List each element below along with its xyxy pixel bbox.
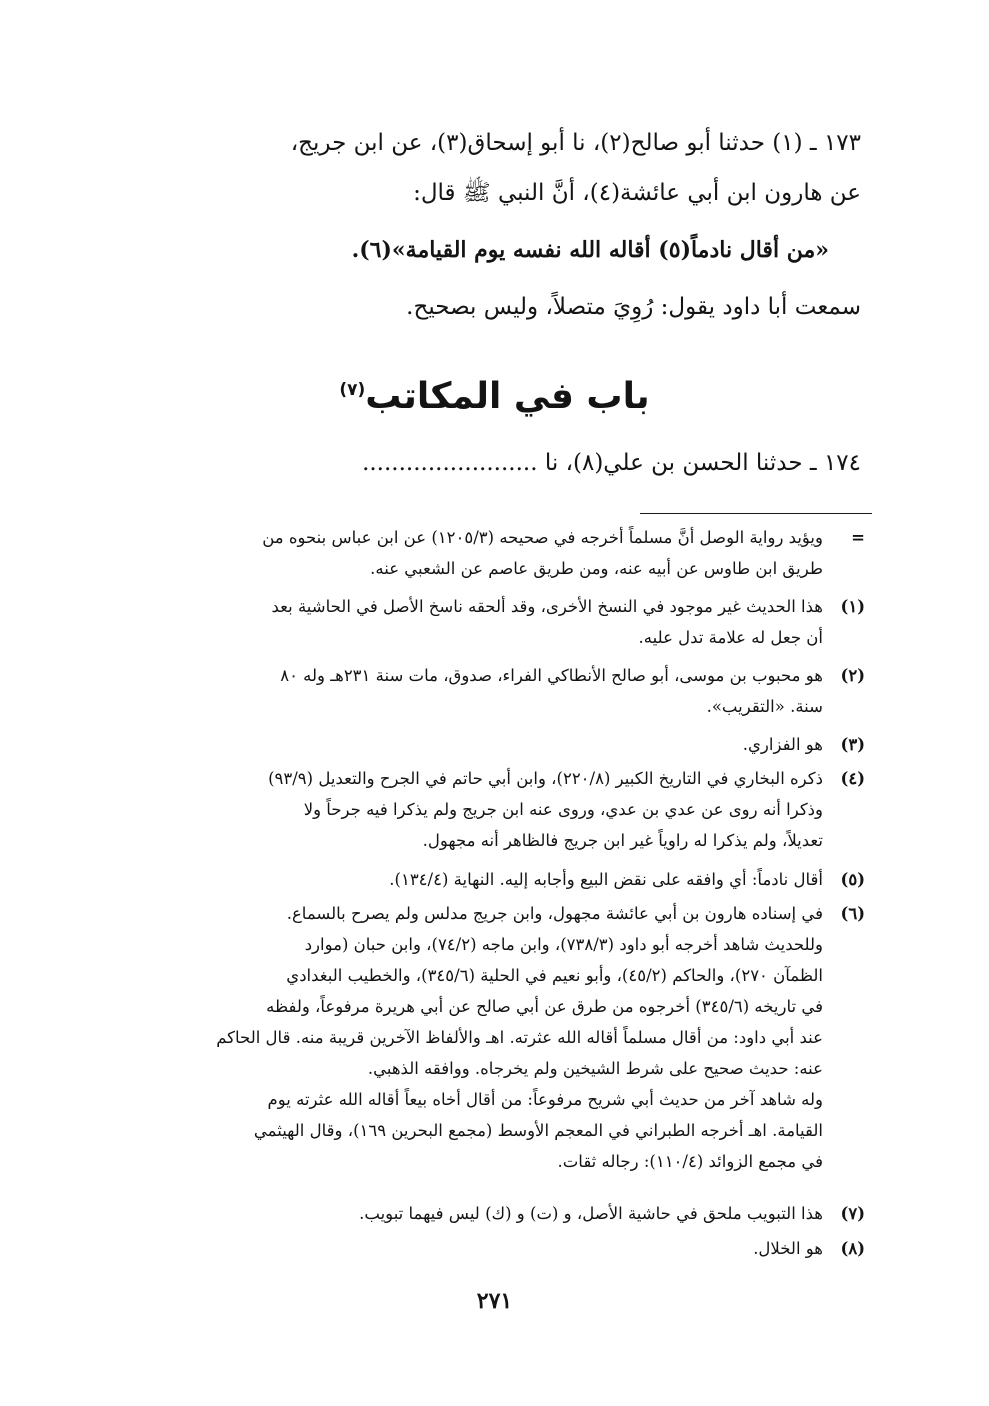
footnote-text [113,522,823,584]
footnote-text [113,1233,823,1264]
footnote-line: في تاريخه (٣٤٥/٦) أخرجوه من طرق عن أبي صالح عن أبي هريرة مرفوعاً، ولفظه [266,997,823,1016]
footnote-text [113,729,823,760]
footnote-line: وله شاهد آخر من حديث أبي شريح مرفوعاً: من أقال أخاه بيعاً أقاله الله عثرته يوم [267,1090,823,1109]
footnote-line: عند أبي داود: من أقال مسلماً أقاله الله عثرته. اهـ والألفاظ الآخرين قريبة منه. قال الحاكم [216,1028,823,1047]
hadith-173-line-2: عن هارون ابن أبي عائشة(٤)، أنَّ النبي ﷺ قال: [413,180,861,206]
hadith-173-line-1: ١٧٣ ـ (١) حدثنا أبو صالح(٢)، نا أبو إسحاق(٣)، عن ابن جريج، [290,130,861,156]
footnote-marker: (٨) [840,1239,865,1258]
footnote-line: الظمآن ٢٧٠)، والحاكم (٤٥/٢)، وأبو نعيم في الحلية (٣٤٥/٦)، والخطيب البغدادي [286,966,823,985]
footnote-text [113,591,823,653]
footnote-marker: (٦) [840,904,865,923]
footnote-line: هو الخلال. [753,1239,823,1258]
footnote-marker: (٧) [840,1204,865,1223]
prophetic-saying: «من أقال نادماً(٥) أقاله الله نفسه يوم القيامة»(٦). [351,237,829,263]
footnote-line: ذكره البخاري في التاريخ الكبير (٢٢٠/٨)، وابن أبي حاتم في الجرح والتعديل (٩٣/٩) [268,769,823,788]
footnote-line: تعديلاً، ولم يذكرا له راوياً غير ابن جريج فالظاهر أنه مجهول. [422,831,823,850]
footnote-marker: (٢) [840,666,865,685]
footnote-line: أقال نادماً: أي وافقه على نقض البيع وأجابه إليه. النهاية (١٣٤/٤). [389,870,823,889]
hadith-174-text: ١٧٤ ـ حدثنا الحسن بن علي(٨)، نا [544,450,861,476]
chapter-heading [0,372,989,422]
footnote-text [113,864,823,895]
footnote-line: سنة. «التقريب». [706,697,823,716]
footnote-line: وذكرا أنه روى عن عدي بن عدي، وروى عنه ابن جريج ولم يذكرا فيه جرحاً ولا [303,800,823,819]
chapter-title: باب في المكاتب [365,376,650,417]
footnote-line: وللحديث شاهد أخرجه أبو داود (٧٣٨/٣)، وابن ماجه (٧٤/٢)، وابن حبان (موارد [304,935,823,954]
footnote-line: في إسناده هارون بن أبي عائشة مجهول، وابن جريج مدلس ولم يصرح بالسماع. [286,904,823,923]
footnote-line: ويؤيد رواية الوصل أنَّ مسلماً أخرجه في صحيحه (١٢٠٥/٣) عن ابن عباس بنحوه من [262,528,823,547]
continuation-dots: ........................ [362,450,538,476]
footnote-marker: (١) [840,597,865,616]
footnote-marker: (٤) [840,769,865,788]
footnote-marker: = [851,528,865,547]
footnote-marker: (٣) [840,735,865,754]
footnote-line: هو الفزاري. [742,735,823,754]
hadith-174-line [116,446,861,480]
footnote-line: في مجمع الزوائد (١١٠/٤): رجاله ثقات. [557,1152,823,1171]
abu-dawud-comment: سمعت أبا داود يقول: رُوِيَ متصلاً، وليس بصحيح. [406,294,861,320]
footnote-text [113,763,823,856]
chapter-note-ref: (٧) [339,380,366,400]
footnote-line: هذا الحديث غير موجود في النسخ الأخرى، وقد ألحقه ناسخ الأصل في الحاشية بعد [271,597,823,616]
footnote-line: هو محبوب بن موسى، أبو صالح الأنطاكي الفراء، صدوق، مات سنة ٢٣١هـ وله ٨٠ [280,666,823,685]
footnote-line: عنه: حديث صحيح على شرط الشيخين ولم يخرجاه. ووافقه الذهبي. [367,1059,823,1078]
footnote-text [113,898,823,1177]
footnote-line: القيامة. اهـ أخرجه الطبراني في المعجم الأوسط (مجمع البحرين ١٦٩)، وقال الهيثمي [253,1121,823,1140]
footnote-line: أن جعل له علامة تدل عليه. [638,628,823,647]
page-number: ٢٧١ [476,1288,513,1314]
footnote-line: هذا التبويب ملحق في حاشية الأصل، و (ت) و (ك) ليس فيهما تبويب. [359,1204,823,1223]
footnote-text [113,1198,823,1229]
footnote-divider [640,513,872,514]
footnote-marker: (٥) [840,870,865,889]
footnote-text [113,660,823,722]
footnote-line: طريق ابن طاوس عن أبيه عنه، ومن طريق عاصم عن الشعبي عنه. [370,559,823,578]
